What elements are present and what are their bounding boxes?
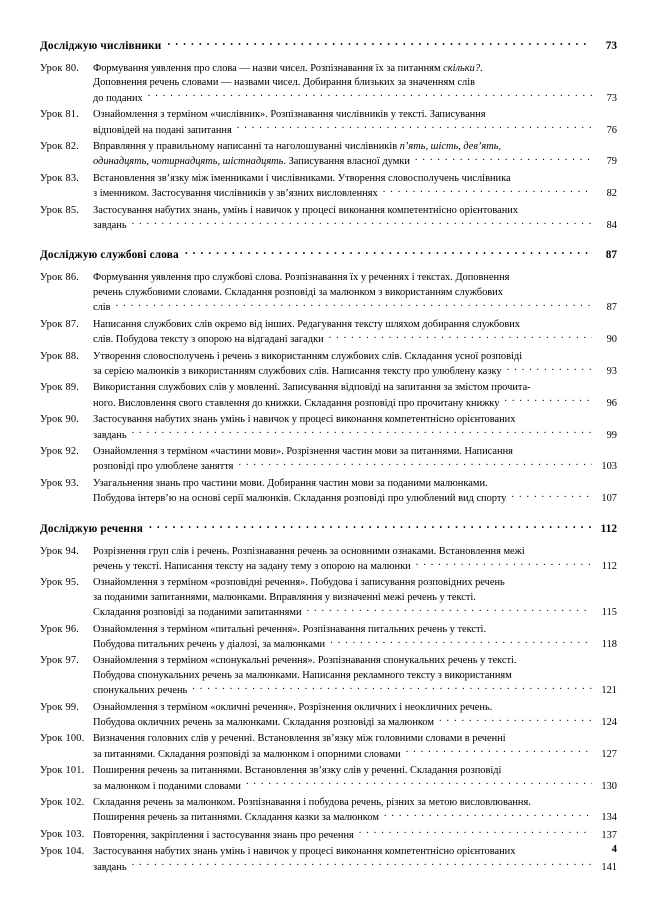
toc-text-segment: Застосування набутих знань умінь і навичок у процесі виконання компетентнісно орієнтованих <box>93 846 516 858</box>
toc-text-segment: Побудова питальних речень у діалозі, за малюнками <box>93 639 326 650</box>
toc-lesson-line <box>93 445 617 459</box>
toc-lesson-line <box>93 477 617 491</box>
toc-lesson-line <box>93 747 617 762</box>
toc-lesson-text <box>93 219 127 233</box>
dot-leader <box>238 459 592 469</box>
toc-lesson-label: Урок 89. <box>40 382 80 394</box>
toc-lesson-entry <box>40 576 617 620</box>
toc-lesson-body <box>93 271 617 315</box>
dot-leader <box>329 332 592 342</box>
toc-lesson-line <box>93 381 617 395</box>
toc-lesson-text <box>93 492 506 506</box>
toc-lesson-text <box>93 732 617 746</box>
toc-text-emphasis: одинадцять, чотирнадцять, шістнадцять <box>93 156 284 168</box>
toc-lesson-line <box>93 396 617 411</box>
toc-section-row <box>40 247 617 263</box>
dot-leader <box>192 683 592 693</box>
toc-page-number: 99 <box>606 429 617 441</box>
toc-lesson-line <box>93 559 617 574</box>
toc-lesson-line <box>93 76 617 90</box>
toc-page-number: 87 <box>606 302 617 314</box>
toc-lesson-body <box>93 445 617 475</box>
toc-lesson-text <box>93 172 617 186</box>
toc-lesson-label: Урок 80. <box>40 63 80 74</box>
toc-lesson-text <box>93 829 354 843</box>
toc-text-segment: розповіді про улюблене заняття <box>93 461 234 473</box>
dot-leader <box>439 715 592 725</box>
toc-lesson-entry <box>40 172 617 202</box>
toc-text-segment: Формування уявлення про службові слова. Розпізнавання їх у реченнях і текстах. Доповнення <box>93 272 510 284</box>
toc-page-number: 118 <box>601 639 617 650</box>
page-number: 4 <box>611 844 617 855</box>
toc-lesson-body <box>93 318 617 348</box>
toc-lesson-text <box>93 764 617 778</box>
dot-leader <box>132 860 592 870</box>
toc-section-row <box>40 38 617 54</box>
toc-lesson-line <box>93 204 617 218</box>
toc-page-number: 127 <box>601 748 617 760</box>
toc-lesson-body <box>93 764 617 794</box>
toc-lesson-body <box>93 172 617 202</box>
toc-text-segment: Застосування набутих знань, умінь і навичок у процесі виконання компетентнісно орієнтованих <box>93 204 519 216</box>
dot-leader <box>148 91 592 101</box>
toc-lesson-line <box>93 491 617 506</box>
dot-leader <box>511 491 592 501</box>
toc-page-number: 103 <box>601 461 617 473</box>
toc-lesson-text <box>93 445 617 459</box>
dot-leader <box>307 605 592 615</box>
toc-lesson-entry <box>40 413 617 443</box>
toc-lesson-label: Урок 93. <box>40 477 80 489</box>
toc-page-number: 73 <box>605 40 617 52</box>
toc-lesson-label: Урок 99. <box>40 701 80 713</box>
toc-lesson-label: Урок 81. <box>40 109 80 121</box>
toc-lesson-body <box>93 576 617 620</box>
toc-lesson-line <box>93 845 617 859</box>
toc-lesson-body <box>93 381 617 411</box>
toc-text-segment: Вправляння у правильному написанні та наголошуванні числівників <box>93 141 400 153</box>
toc-lesson-entry <box>40 271 617 315</box>
dot-leader <box>237 123 592 133</box>
toc-text-segment: . <box>480 63 483 74</box>
toc-lesson-text <box>93 318 617 332</box>
toc-lesson-label: Урок 104. <box>40 846 85 858</box>
toc-lesson-text <box>93 381 617 395</box>
toc-lesson-text <box>93 811 379 825</box>
toc-text-segment: Розрізнення груп слів і речень. Розпізнавання речень за основними ознаками. Встановлення межі <box>93 545 525 557</box>
toc-lesson-entry <box>40 701 617 731</box>
toc-lesson-body <box>93 828 617 843</box>
dot-leader <box>383 186 592 196</box>
toc-lesson-text <box>93 861 127 875</box>
toc-lesson-label: Урок 94. <box>40 545 80 557</box>
toc-text-segment: Повторення, закріплення і застосування знань про речення <box>93 829 354 841</box>
toc-lesson-line <box>93 318 617 332</box>
toc-text-segment: завдань <box>93 861 127 873</box>
dot-leader <box>406 747 592 757</box>
toc-text-segment: за поданими запитаннями, малюнками. Вправляння у визначенні межі речень у тексті. <box>93 591 476 603</box>
toc-lesson-label: Урок 87. <box>40 318 80 330</box>
toc-text-segment: Встановлення зв’язку між іменниками і числівниками. Утворення словосполучень числівника <box>93 172 511 184</box>
toc-page-number: 79 <box>606 156 617 168</box>
dot-leader <box>416 559 592 569</box>
toc-text-segment: Використання службових слів у мовленні. Записування відповіді на запитання за змістом прочита- <box>93 382 531 394</box>
toc-lesson-text <box>93 591 617 605</box>
toc-lesson-text <box>93 716 434 730</box>
toc-lesson-text <box>93 271 617 285</box>
toc-page-number: 112 <box>601 560 617 572</box>
toc-lesson-line <box>93 732 617 746</box>
toc-lesson-text <box>93 477 617 491</box>
toc-text-segment: спонукальних речень <box>93 685 188 697</box>
toc-lesson-body <box>93 108 617 138</box>
toc-text-segment: Поширення речень за питаннями. Встановлення зв’язку слів у реченні. Складання розповіді <box>93 765 502 777</box>
toc-lesson-entry <box>40 623 617 653</box>
toc-page-number: 90 <box>606 334 617 346</box>
toc-page-number: 124 <box>601 717 617 729</box>
toc-text-segment: Написання службових слів окремо від інших. Редагування тексту шляхом добирання службових <box>93 318 520 330</box>
toc-lesson-line <box>93 154 617 169</box>
toc-lesson-line <box>93 332 617 347</box>
toc-lesson-entry <box>40 845 617 875</box>
toc-section-title: Досліджую числівники <box>40 40 162 52</box>
toc-lesson-entry <box>40 62 617 106</box>
toc-lesson-body <box>93 732 617 762</box>
toc-lesson-text <box>93 397 499 411</box>
toc-page-number: 84 <box>606 220 617 232</box>
toc-lesson-line <box>93 218 617 233</box>
toc-lesson-line <box>93 637 617 652</box>
toc-lesson-text <box>93 560 411 574</box>
toc-lesson-line <box>93 576 617 590</box>
dot-leader <box>132 218 592 228</box>
table-of-contents <box>40 38 617 877</box>
toc-lesson-line <box>93 271 617 285</box>
toc-lesson-line <box>93 796 617 810</box>
dot-leader <box>132 428 592 438</box>
toc-lesson-line <box>93 545 617 559</box>
toc-text-segment: ного. Висловлення свого ставлення до книжки. Складання розповіді про прочитану книжку <box>93 397 500 409</box>
toc-lesson-text <box>93 669 617 683</box>
toc-lesson-line <box>93 286 617 300</box>
toc-text-segment: завдань <box>93 429 127 441</box>
toc-page-number: 76 <box>606 124 617 136</box>
toc-text-segment: Побудова окличних речень за малюнками. Складання розповіді за малюнком <box>93 717 434 729</box>
toc-lesson-label: Урок 82. <box>40 141 80 153</box>
toc-section-title: Досліджую речення <box>40 522 144 535</box>
toc-lesson-text <box>93 350 617 364</box>
toc-text-emphasis: скільки? <box>443 63 481 74</box>
toc-lesson-label: Урок 103. <box>40 828 85 840</box>
toc-lesson-label: Урок 88. <box>40 350 80 362</box>
toc-lesson-body <box>93 701 617 731</box>
dot-leader <box>116 300 592 310</box>
toc-lesson-text <box>93 140 617 154</box>
toc-lesson-body <box>93 654 617 698</box>
toc-lesson-body <box>93 204 617 234</box>
toc-lesson-entry <box>40 796 617 826</box>
toc-lesson-line <box>93 701 617 715</box>
toc-text-segment: Побудова інтерв’ю на основі серії малюнків. Складання розповіді про улюблений вид спорту <box>93 493 507 505</box>
toc-lesson-body <box>93 623 617 653</box>
toc-lesson-line <box>93 428 617 443</box>
toc-text-segment: Ознайомлення з терміном «окличні речення». Розрізнення окличних і неокличних речень. <box>93 701 493 713</box>
toc-lesson-text <box>93 76 617 90</box>
toc-lesson-line <box>93 828 617 843</box>
toc-lesson-body <box>93 62 617 106</box>
toc-lesson-line <box>93 123 617 138</box>
toc-lesson-text <box>93 654 617 668</box>
toc-lesson-text <box>93 429 127 443</box>
toc-text-segment: Застосування набутих знань умінь і навичок у процесі виконання компетентнісно орієнтованих <box>93 414 516 426</box>
toc-lesson-line <box>93 715 617 730</box>
toc-lesson-label: Урок 86. <box>40 272 80 284</box>
toc-lesson-line <box>93 683 617 698</box>
toc-lesson-text <box>93 845 617 859</box>
toc-lesson-entry <box>40 381 617 411</box>
toc-lesson-body <box>93 140 617 170</box>
toc-text-segment: слів <box>93 302 111 314</box>
toc-lesson-line <box>93 186 617 201</box>
toc-lesson-body <box>93 545 617 575</box>
toc-lesson-text <box>93 638 325 652</box>
toc-lesson-line <box>93 810 617 825</box>
toc-lesson-line <box>93 300 617 315</box>
toc-lesson-body <box>93 845 617 875</box>
toc-lesson-entry <box>40 318 617 348</box>
toc-page-number: 141 <box>601 861 617 873</box>
dot-leader <box>504 396 592 406</box>
toc-lesson-label: Урок 96. <box>40 623 80 635</box>
toc-lesson-line <box>93 779 617 794</box>
toc-text-segment: за питаннями. Складання розповіді за малюнком і опорними словами <box>93 748 401 760</box>
toc-lesson-line <box>93 172 617 186</box>
toc-text-segment: відповідей на подані запитання <box>93 124 232 136</box>
toc-lesson-text <box>93 576 617 590</box>
toc-text-segment: Ознайомлення з терміном «частини мови». Розрізнення частин мови за питаннями. Написання <box>93 445 513 457</box>
dot-leader <box>149 521 591 532</box>
toc-lesson-entry <box>40 204 617 234</box>
toc-lesson-label: Урок 90. <box>40 414 80 426</box>
toc-page-number: 73 <box>606 92 617 104</box>
toc-lesson-entry <box>40 140 617 170</box>
toc-lesson-entry <box>40 445 617 475</box>
toc-lesson-text <box>93 413 617 427</box>
toc-text-segment: Узагальнення знань про частини мови. Добирання частин мови за поданими малюнками. <box>93 477 488 489</box>
toc-lesson-label: Урок 101. <box>40 765 85 777</box>
toc-text-segment: з іменником. Застосування числівників у зв’язних висловленнях <box>93 188 378 200</box>
toc-page-number: 121 <box>601 685 617 697</box>
toc-text-segment: Формування уявлення про слова — назви чисел. Розпізнавання їх за питанням <box>93 63 444 74</box>
toc-text-segment: слів. Побудова тексту з опорою на відгадані загадки <box>93 334 324 346</box>
toc-text-segment: Складання речень за малюнком. Розпізнавання і побудова речень, різних за метою висловлювання. <box>93 797 531 809</box>
toc-lesson-entry <box>40 350 617 380</box>
dot-leader <box>185 247 591 258</box>
toc-text-segment: Утворення словосполучень і речень з використанням службових слів. Складання усної розповіді <box>93 350 523 362</box>
toc-lesson-line <box>93 591 617 605</box>
toc-lesson-line <box>93 605 617 620</box>
toc-lesson-entry <box>40 108 617 138</box>
toc-text-segment: за малюнком і поданими словами <box>93 780 241 792</box>
dot-leader <box>246 779 592 789</box>
dot-leader <box>384 810 592 820</box>
toc-lesson-text <box>93 545 617 559</box>
toc-lesson-text <box>93 684 187 698</box>
toc-text-segment: . Записування власної думки <box>283 156 410 168</box>
toc-lesson-line <box>93 860 617 875</box>
toc-text-segment: речень службовими словами. Складання розповіді за малюнком з використанням службових <box>93 286 503 298</box>
toc-page-number: 112 <box>600 522 617 535</box>
toc-lesson-text <box>93 623 617 637</box>
toc-text-segment: Доповнення речень словами — назвами чисел. Добирання близьких за значенням слів <box>93 77 476 89</box>
toc-page-number: 96 <box>606 397 617 409</box>
toc-lesson-line <box>93 459 617 474</box>
toc-lesson-line <box>93 764 617 778</box>
toc-lesson-line <box>93 623 617 637</box>
toc-lesson-text <box>93 204 617 218</box>
toc-text-segment: речень у тексті. Написання тексту на задану тему з опорою на малюнки <box>93 560 411 572</box>
dot-leader <box>330 637 592 647</box>
toc-lesson-line <box>93 108 617 122</box>
toc-lesson-text <box>93 108 617 122</box>
toc-page-number: 87 <box>605 249 617 262</box>
toc-page-number: 130 <box>601 780 617 792</box>
toc-lesson-line <box>93 654 617 668</box>
toc-page-number: 134 <box>601 812 617 824</box>
toc-lesson-label: Урок 95. <box>40 577 80 589</box>
toc-text-emphasis: п’ять, шість, дев’ять, <box>399 141 502 153</box>
toc-lesson-label: Урок 92. <box>40 445 80 457</box>
toc-page-number: 137 <box>601 829 617 841</box>
toc-lesson-text <box>93 748 401 762</box>
toc-lesson-text <box>93 606 302 620</box>
toc-lesson-text <box>93 780 241 794</box>
toc-text-segment: Ознайомлення з терміном «числівник». Розпізнавання числівників у тексті. Записування <box>93 109 486 121</box>
dot-leader <box>507 364 592 374</box>
toc-lesson-label: Урок 100. <box>40 733 85 745</box>
toc-lesson-text <box>93 460 233 474</box>
toc-lesson-text <box>93 286 617 300</box>
toc-lesson-label: Урок 83. <box>40 172 80 184</box>
toc-lesson-entry <box>40 828 617 843</box>
toc-lesson-label: Урок 97. <box>40 655 80 667</box>
toc-lesson-text <box>93 301 111 315</box>
toc-text-segment: Побудова спонукальних речень за малюнками. Написання рекламного тексту з використанням <box>93 669 512 681</box>
toc-lesson-line <box>93 91 617 106</box>
toc-text-segment: завдань <box>93 220 127 232</box>
toc-page-number: 107 <box>601 493 617 505</box>
toc-section-title: Досліджую службові слова <box>40 249 179 262</box>
toc-lesson-body <box>93 413 617 443</box>
dot-leader <box>359 828 592 838</box>
toc-lesson-line <box>93 140 617 154</box>
toc-page-number: 115 <box>601 607 617 619</box>
toc-lesson-body <box>93 350 617 380</box>
toc-text-segment: за серією малюнків з використанням службових слів. Написання тексту про улюблену казку <box>93 365 502 377</box>
toc-page-number: 82 <box>606 188 617 200</box>
toc-lesson-line <box>93 62 617 76</box>
toc-lesson-entry <box>40 732 617 762</box>
toc-lesson-line <box>93 669 617 683</box>
toc-lesson-entry <box>40 654 617 698</box>
toc-lesson-text <box>93 155 410 169</box>
toc-lesson-line <box>93 413 617 427</box>
toc-lesson-text <box>93 701 617 715</box>
dot-leader <box>167 38 591 49</box>
toc-lesson-line <box>93 364 617 379</box>
toc-text-segment: Складання розповіді за поданими запитаннями <box>93 607 302 619</box>
toc-lesson-label: Урок 102. <box>40 797 85 809</box>
toc-text-segment: Поширення речень за питаннями. Складання казки за малюнком <box>93 812 379 824</box>
toc-lesson-label: Урок 85. <box>40 204 80 216</box>
toc-lesson-body <box>93 796 617 826</box>
toc-lesson-body <box>93 477 617 507</box>
toc-lesson-text <box>93 62 617 76</box>
toc-lesson-entry <box>40 764 617 794</box>
toc-lesson-text <box>93 92 143 106</box>
toc-text-segment: Ознайомлення з терміном «спонукальні речення». Розпізнавання спонукальних речень у тексті. <box>93 655 517 667</box>
toc-lesson-text <box>93 187 378 201</box>
toc-page-number: 93 <box>606 365 617 377</box>
toc-text-segment: до поданих <box>93 92 143 104</box>
toc-text-segment: Ознайомлення з терміном «питальні речення». Розпізнавання питальних речень у тексті. <box>93 623 487 635</box>
toc-text-segment: Визначення головних слів у реченні. Встановлення зв’язку між головними словами в реченні <box>93 733 506 745</box>
toc-lesson-entry <box>40 545 617 575</box>
toc-lesson-text <box>93 796 617 810</box>
toc-lesson-text <box>93 124 232 138</box>
toc-lesson-text <box>93 333 324 347</box>
toc-lesson-text <box>93 365 502 379</box>
dot-leader <box>415 154 592 164</box>
toc-section-row <box>40 521 617 537</box>
toc-lesson-line <box>93 350 617 364</box>
toc-text-segment: Ознайомлення з терміном «розповідні речення». Побудова і записування розповідних речень <box>93 577 505 589</box>
toc-lesson-entry <box>40 477 617 507</box>
